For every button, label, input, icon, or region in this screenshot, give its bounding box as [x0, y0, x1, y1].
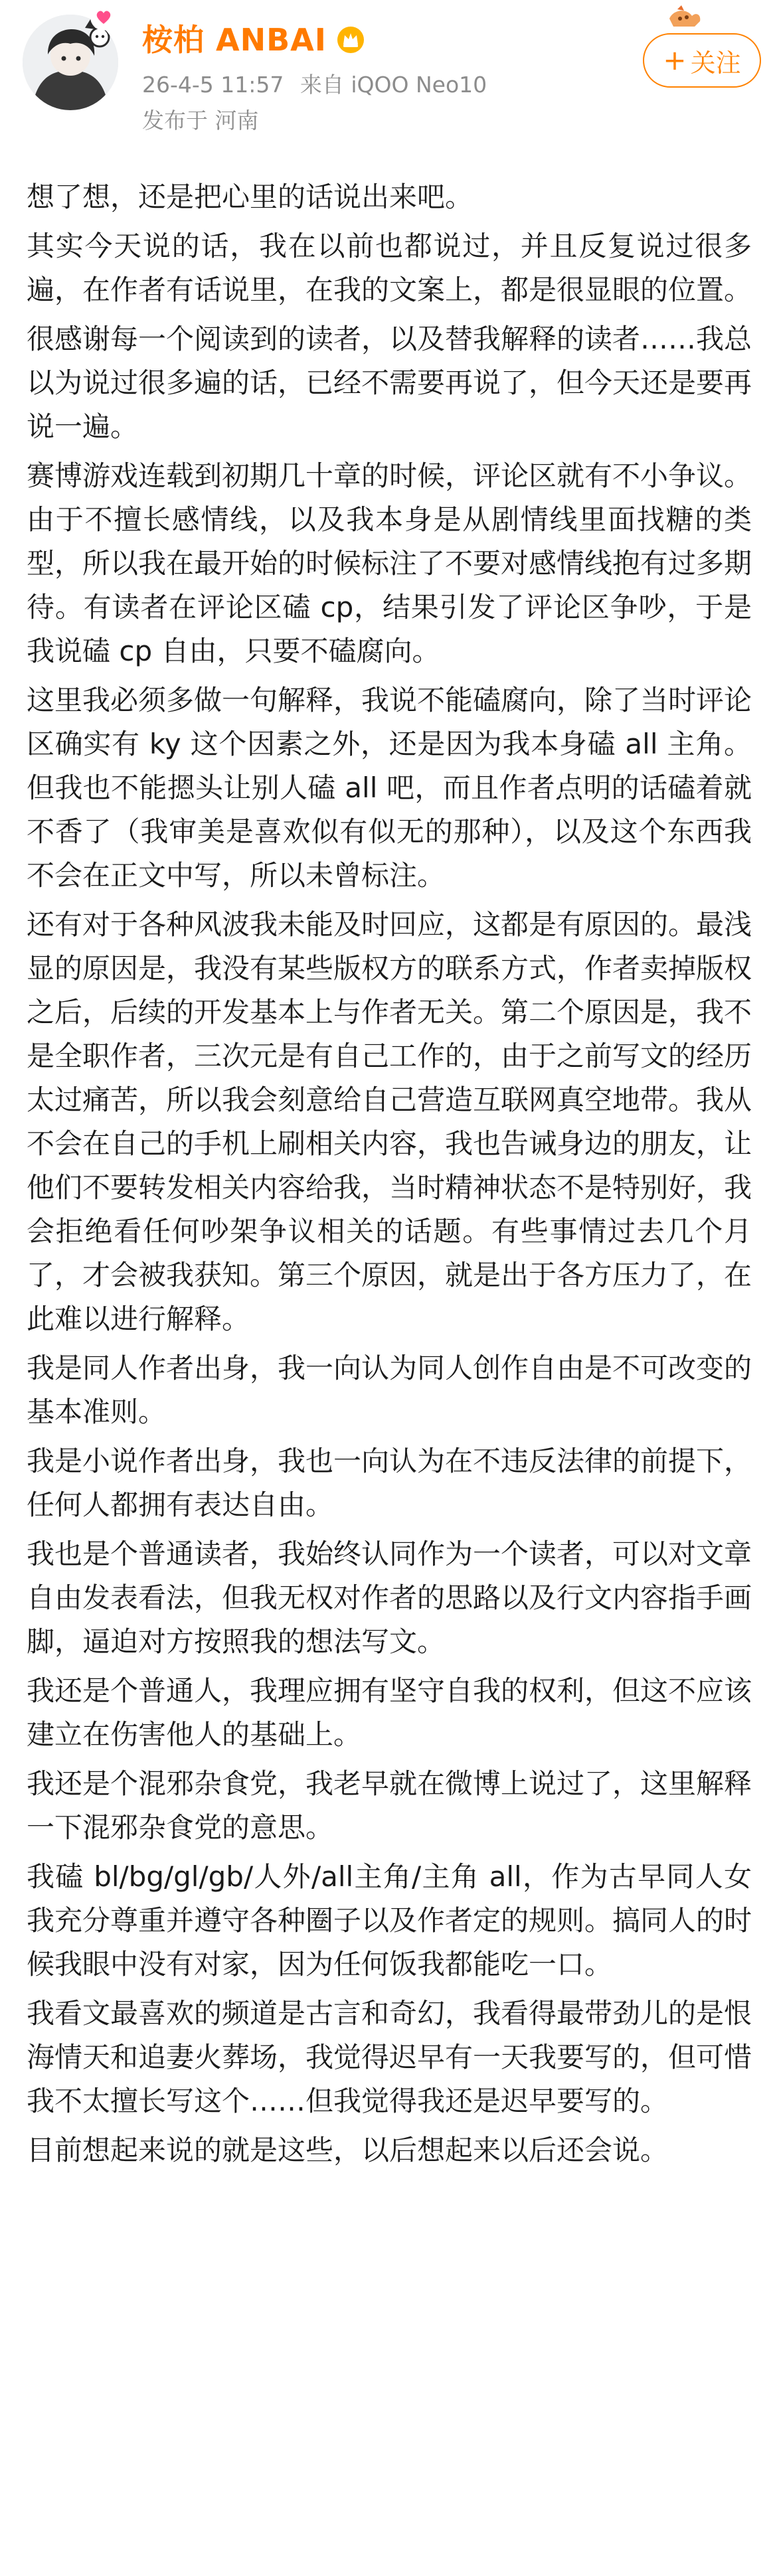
post-meta — [142, 72, 496, 98]
post-paragraph: 我看文最喜欢的频道是古言和奇幻，我看得最带劲儿的是恨海情天和追妻火葬场，我觉得迟早有一天我要写的，但可惜我不太擅长写这个……但我觉得我还是迟早要写的。 — [27, 1997, 752, 2117]
post-source: 来自 iQOO Neo10 — [300, 72, 487, 98]
heart-badge-icon — [92, 5, 116, 29]
author-name[interactable]: 桉柏 ANBAI — [142, 22, 327, 58]
post-time: 26-4-5 11:57 — [142, 72, 284, 98]
post-paragraph: 其实今天说的话，我在以前也都说过，并且反复说过很多遍，在作者有话说里，在我的文案上，都是很显眼的位置。 — [27, 230, 752, 306]
post-paragraph: 我是同人作者出身，我一向认为同人创作自由是不可改变的基本准则。 — [27, 1352, 752, 1428]
plus-icon: + — [663, 44, 687, 76]
post-paragraph: 我也是个普通读者，我始终认同作为一个读者，可以对文章自由发表看法，但我无权对作者的思路以及行文内容指手画脚，逼迫对方按照我的想法写文。 — [27, 1538, 752, 1658]
post-paragraph: 赛博游戏连载到初期几十章的时候，评论区就有不小争议。由于不擅长感情线，以及我本身是从剧情线里面找糖的类型，所以我在最开始的时候标注了不要对感情线抱有过多期待。有读者在评论区磕 cp，结果引发了评论区争吵，于是我说磕 cp 自由，只要不磕腐向。 — [27, 459, 752, 667]
post-paragraph: 想了想，还是把心里的话说出来吧。 — [27, 181, 474, 213]
post-paragraph: 还有对于各种风波我未能及时回应，这都是有原因的。最浅显的原因是，我没有某些版权方的联系方式，作者卖掉版权之后，后续的开发基本上与作者无关。第二个原因是，我不是全职作者，三次元是有自己工作的，由于之前写文的经历太过痛苦，所以我会刻意给自己营造互联网真空地带。我从不会在自己的手机上刷相关内容，我也告诫身边的朋友，让他们不要转发相关内容给我，当时精神状态不是特别好，我会拒绝看任何吵架争议相关的话题。有些事情过去几个月了，才会被我获知。第三个原因，就是出于各方压力了，在此难以进行解释。 — [27, 908, 752, 1335]
author-row — [142, 20, 367, 60]
post-paragraph: 我还是个普通人，我理应拥有坚守自我的权利，但这不应该建立在伤害他人的基础上。 — [27, 1674, 752, 1751]
post-location: 发布于 河南 — [142, 108, 259, 133]
crown-vip-icon[interactable] — [335, 24, 367, 56]
post-paragraph: 我是小说作者出身，我也一向认为在不违反法律的前提下，任何人都拥有表达自由。 — [27, 1445, 752, 1521]
post-header — [0, 0, 777, 159]
follow-button-label: 关注 — [690, 48, 741, 78]
follow-button[interactable] — [643, 33, 761, 88]
post-paragraph: 很感谢每一个阅读到的读者，以及替我解释的读者……我总以为说过很多遍的话，已经不需要再说了，但今天还是要再说一遍。 — [27, 323, 752, 443]
post-paragraph: 我磕 bl/bg/gl/gb/人外/all主角/主角 all，作为古早同人女我充分尊重并遵守各种圈子以及作者定的规则。搞同人的时候我眼中没有对家，因为任何饭我都能吃一口。 — [27, 1860, 752, 1980]
decoration-icon — [664, 4, 704, 31]
post-paragraph: 目前想起来说的就是这些，以后想起来以后还会说。 — [27, 2134, 669, 2166]
post-paragraph: 我还是个混邪杂食党，我老早就在微博上说过了，这里解释一下混邪杂食党的意思。 — [27, 1767, 752, 1844]
post-paragraph: 这里我必须多做一句解释，我说不能磕腐向，除了当时评论区确实有 ky 这个因素之外，还是因为我本身磕 all 主角。但我也不能摁头让别人磕 all 吧，而且作者点明的话磕着就不香了（我审美是喜欢似有似无的那种），以及这个东西我不会在正文中写，所以未曾标注。 — [27, 684, 752, 892]
post-body — [27, 175, 752, 2178]
